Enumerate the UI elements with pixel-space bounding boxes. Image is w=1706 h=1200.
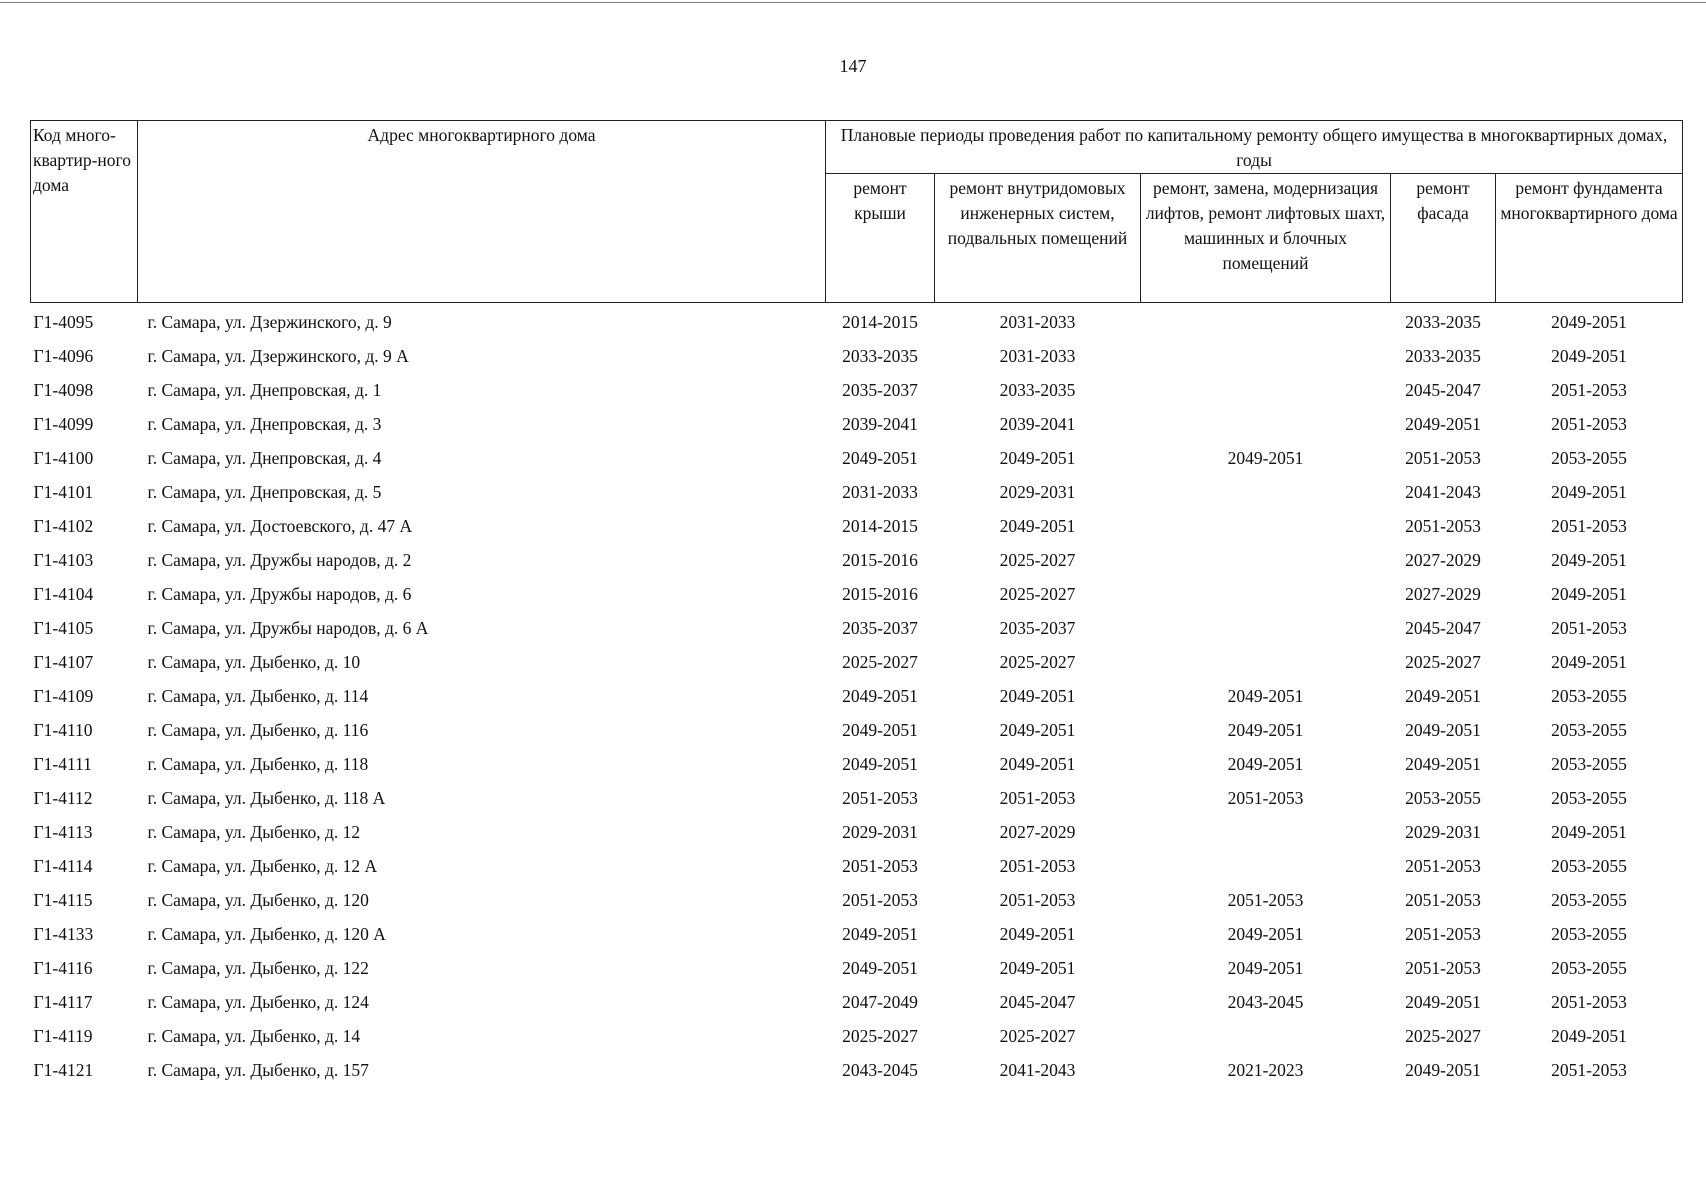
cell-roof: 2049-2051 <box>842 686 918 706</box>
cell-facade: 2025-2027 <box>1405 652 1481 672</box>
cell-foundation: 2051-2053 <box>1551 380 1627 400</box>
cell-engineering: 2049-2051 <box>999 686 1076 706</box>
cell-address: г. Самара, ул. Дыбенко, д. 114 <box>147 686 369 706</box>
cell-lifts: 2049-2051 <box>1227 686 1304 706</box>
cell-lifts <box>1141 407 1391 441</box>
cell-address: г. Самара, ул. Дыбенко, д. 12 А <box>147 856 378 876</box>
cell-facade: 2027-2029 <box>1405 584 1481 604</box>
cell-facade: 2041-2043 <box>1405 482 1481 502</box>
cell-roof: 2043-2045 <box>842 1060 918 1080</box>
cell-roof: 2025-2027 <box>842 1026 918 1046</box>
table-row <box>31 951 1683 985</box>
table-row <box>31 339 1683 373</box>
cell-address: г. Самара, ул. Дыбенко, д. 118 <box>147 754 369 774</box>
cell-code: Г1-4095 <box>33 312 94 332</box>
cell-address: г. Самара, ул. Дзержинского, д. 9 <box>147 312 392 332</box>
cell-code: Г1-4111 <box>33 754 92 774</box>
cell-roof: 2051-2053 <box>842 890 918 910</box>
table-row <box>31 373 1683 407</box>
cell-roof: 2049-2051 <box>842 754 918 774</box>
cell-lifts <box>1141 645 1391 679</box>
cell-facade: 2045-2047 <box>1405 618 1481 638</box>
table-row <box>31 883 1683 917</box>
cell-lifts: 2049-2051 <box>1227 754 1304 774</box>
cell-code: Г1-4119 <box>33 1026 93 1046</box>
cell-engineering: 2025-2027 <box>999 584 1076 604</box>
cell-address: г. Самара, ул. Дыбенко, д. 14 <box>147 1026 361 1046</box>
cell-engineering: 2039-2041 <box>999 414 1076 434</box>
cell-lifts <box>1141 543 1391 577</box>
cell-engineering: 2027-2029 <box>999 822 1076 842</box>
table-row <box>31 543 1683 577</box>
cell-code: Г1-4113 <box>33 822 93 842</box>
cell-foundation: 2053-2055 <box>1551 448 1627 468</box>
cell-code: Г1-4110 <box>33 720 93 740</box>
capital-repair-table-container <box>30 120 1682 1087</box>
cell-foundation: 2053-2055 <box>1551 788 1627 808</box>
cell-facade: 2051-2053 <box>1405 890 1481 910</box>
table-row <box>31 985 1683 1019</box>
cell-roof: 2035-2037 <box>842 618 918 638</box>
cell-lifts <box>1141 611 1391 645</box>
cell-foundation: 2049-2051 <box>1551 584 1627 604</box>
cell-engineering: 2031-2033 <box>999 312 1076 332</box>
cell-lifts: 2049-2051 <box>1227 958 1304 978</box>
header-facade: ремонт фасада <box>1391 174 1496 303</box>
cell-lifts <box>1141 373 1391 407</box>
cell-facade: 2029-2031 <box>1405 822 1481 842</box>
cell-lifts: 2049-2051 <box>1227 720 1304 740</box>
cell-code: Г1-4096 <box>33 346 94 366</box>
cell-lifts <box>1141 577 1391 611</box>
cell-engineering: 2029-2031 <box>999 482 1076 502</box>
cell-facade: 2053-2055 <box>1405 788 1481 808</box>
cell-foundation: 2053-2055 <box>1551 958 1627 978</box>
cell-address: г. Самара, ул. Дыбенко, д. 118 А <box>147 788 386 808</box>
cell-facade: 2049-2051 <box>1405 1060 1481 1080</box>
cell-foundation: 2049-2051 <box>1551 652 1627 672</box>
cell-code: Г1-4114 <box>33 856 93 876</box>
cell-engineering: 2045-2047 <box>999 992 1076 1012</box>
cell-roof: 2049-2051 <box>842 924 918 944</box>
cell-code: Г1-4099 <box>33 414 94 434</box>
table-row <box>31 577 1683 611</box>
cell-facade: 2033-2035 <box>1405 312 1481 332</box>
cell-foundation: 2053-2055 <box>1551 856 1627 876</box>
cell-roof: 2049-2051 <box>842 720 918 740</box>
cell-facade: 2049-2051 <box>1405 720 1481 740</box>
cell-address: г. Самара, ул. Днепровская, д. 3 <box>147 414 382 434</box>
cell-engineering: 2051-2053 <box>999 788 1076 808</box>
cell-facade: 2033-2035 <box>1405 346 1481 366</box>
cell-foundation: 2051-2053 <box>1551 1060 1627 1080</box>
table-row <box>31 645 1683 679</box>
cell-code: Г1-4116 <box>33 958 93 978</box>
cell-address: г. Самара, ул. Дружбы народов, д. 6 <box>147 584 412 604</box>
cell-code: Г1-4101 <box>33 482 94 502</box>
cell-foundation: 2049-2051 <box>1551 550 1627 570</box>
cell-code: Г1-4104 <box>33 584 94 604</box>
cell-code: Г1-4102 <box>33 516 94 536</box>
cell-lifts <box>1141 1019 1391 1053</box>
cell-address: г. Самара, ул. Дыбенко, д. 12 <box>147 822 361 842</box>
header-engineering: ремонт внутридомовых инженерных систем, подвальных помещений <box>935 174 1141 303</box>
cell-lifts <box>1141 509 1391 543</box>
table-row <box>31 407 1683 441</box>
cell-roof: 2051-2053 <box>842 788 918 808</box>
cell-code: Г1-4117 <box>33 992 93 1012</box>
header-roof: ремонт крыши <box>826 174 935 303</box>
cell-lifts: 2051-2053 <box>1227 788 1304 808</box>
cell-facade: 2051-2053 <box>1405 958 1481 978</box>
cell-foundation: 2053-2055 <box>1551 924 1627 944</box>
cell-roof: 2051-2053 <box>842 856 918 876</box>
cell-roof: 2014-2015 <box>842 312 918 332</box>
header-planned-periods: Плановые периоды проведения работ по капитальному ремонту общего имущества в многоквартирных домах, годы <box>826 121 1683 174</box>
cell-roof: 2015-2016 <box>842 550 918 570</box>
cell-roof: 2031-2033 <box>842 482 918 502</box>
cell-foundation: 2053-2055 <box>1551 754 1627 774</box>
cell-address: г. Самара, ул. Днепровская, д. 4 <box>147 448 382 468</box>
table-body <box>31 303 1683 1088</box>
header-code: Код много-квартир-ного дома <box>31 121 138 303</box>
cell-engineering: 2031-2033 <box>999 346 1076 366</box>
cell-foundation: 2053-2055 <box>1551 686 1627 706</box>
cell-address: г. Самара, ул. Дыбенко, д. 124 <box>147 992 369 1012</box>
table-row <box>31 509 1683 543</box>
cell-code: Г1-4105 <box>33 618 94 638</box>
table-row <box>31 475 1683 509</box>
cell-foundation: 2049-2051 <box>1551 482 1627 502</box>
cell-address: г. Самара, ул. Дыбенко, д. 116 <box>147 720 369 740</box>
cell-roof: 2014-2015 <box>842 516 918 536</box>
cell-facade: 2045-2047 <box>1405 380 1481 400</box>
header-address: Адрес многоквартирного дома <box>138 121 826 303</box>
table-header <box>31 121 1683 303</box>
cell-foundation: 2049-2051 <box>1551 346 1627 366</box>
cell-lifts: 2049-2051 <box>1227 448 1304 468</box>
table-row <box>31 781 1683 815</box>
cell-roof: 2029-2031 <box>842 822 918 842</box>
cell-address: г. Самара, ул. Дыбенко, д. 120 А <box>147 924 386 944</box>
cell-engineering: 2051-2053 <box>999 890 1076 910</box>
table-row <box>31 917 1683 951</box>
cell-engineering: 2035-2037 <box>999 618 1076 638</box>
cell-facade: 2051-2053 <box>1405 856 1481 876</box>
cell-code: Г1-4109 <box>33 686 94 706</box>
cell-code: Г1-4121 <box>33 1060 94 1080</box>
cell-engineering: 2049-2051 <box>999 448 1076 468</box>
cell-engineering: 2025-2027 <box>999 1026 1076 1046</box>
cell-engineering: 2025-2027 <box>999 652 1076 672</box>
cell-foundation: 2051-2053 <box>1551 992 1627 1012</box>
cell-address: г. Самара, ул. Дзержинского, д. 9 А <box>147 346 409 366</box>
cell-code: Г1-4112 <box>33 788 93 808</box>
cell-foundation: 2049-2051 <box>1551 312 1627 332</box>
cell-code: Г1-4100 <box>33 448 94 468</box>
cell-address: г. Самара, ул. Дружбы народов, д. 6 А <box>147 618 429 638</box>
cell-facade: 2051-2053 <box>1405 448 1481 468</box>
table-row <box>31 1053 1683 1087</box>
cell-engineering: 2041-2043 <box>999 1060 1076 1080</box>
cell-facade: 2051-2053 <box>1405 924 1481 944</box>
cell-code: Г1-4115 <box>33 890 93 910</box>
cell-foundation: 2053-2055 <box>1551 720 1627 740</box>
header-lifts: ремонт, замена, модернизация лифтов, ремонт лифтовых шахт, машинных и блочных помещений <box>1141 174 1391 303</box>
cell-roof: 2049-2051 <box>842 448 918 468</box>
cell-roof: 2035-2037 <box>842 380 918 400</box>
cell-foundation: 2051-2053 <box>1551 516 1627 536</box>
cell-lifts: 2021-2023 <box>1227 1060 1304 1080</box>
table-row <box>31 815 1683 849</box>
cell-code: Г1-4098 <box>33 380 94 400</box>
cell-foundation: 2049-2051 <box>1551 822 1627 842</box>
cell-lifts <box>1141 339 1391 373</box>
cell-roof: 2033-2035 <box>842 346 918 366</box>
cell-facade: 2049-2051 <box>1405 754 1481 774</box>
cell-engineering: 2025-2027 <box>999 550 1076 570</box>
cell-code: Г1-4107 <box>33 652 94 672</box>
page-number: 147 <box>839 56 867 76</box>
cell-code: Г1-4133 <box>33 924 94 944</box>
cell-engineering: 2049-2051 <box>999 754 1076 774</box>
cell-roof: 2025-2027 <box>842 652 918 672</box>
cell-facade: 2049-2051 <box>1405 414 1481 434</box>
cell-facade: 2027-2029 <box>1405 550 1481 570</box>
table-row <box>31 849 1683 883</box>
cell-address: г. Самара, ул. Дыбенко, д. 120 <box>147 890 369 910</box>
cell-address: г. Самара, ул. Дружбы народов, д. 2 <box>147 550 412 570</box>
cell-address: г. Самара, ул. Дыбенко, д. 10 <box>147 652 361 672</box>
table-row <box>31 1019 1683 1053</box>
cell-lifts <box>1141 475 1391 509</box>
cell-facade: 2025-2027 <box>1405 1026 1481 1046</box>
header-foundation: ремонт фундамента многоквартирного дома <box>1496 174 1683 303</box>
table-row <box>31 441 1683 475</box>
cell-address: г. Самара, ул. Дыбенко, д. 157 <box>147 1060 369 1080</box>
table-row <box>31 679 1683 713</box>
cell-roof: 2049-2051 <box>842 958 918 978</box>
cell-facade: 2049-2051 <box>1405 992 1481 1012</box>
table-row <box>31 713 1683 747</box>
cell-engineering: 2033-2035 <box>999 380 1076 400</box>
table-row <box>31 611 1683 645</box>
cell-address: г. Самара, ул. Дыбенко, д. 122 <box>147 958 369 978</box>
table-row <box>31 303 1683 340</box>
cell-foundation: 2049-2051 <box>1551 1026 1627 1046</box>
cell-facade: 2051-2053 <box>1405 516 1481 536</box>
cell-lifts: 2051-2053 <box>1227 890 1304 910</box>
cell-roof: 2047-2049 <box>842 992 918 1012</box>
cell-engineering: 2049-2051 <box>999 924 1076 944</box>
cell-address: г. Самара, ул. Достоевского, д. 47 А <box>147 516 413 536</box>
cell-engineering: 2049-2051 <box>999 720 1076 740</box>
cell-foundation: 2053-2055 <box>1551 890 1627 910</box>
cell-lifts <box>1141 303 1391 340</box>
cell-code: Г1-4103 <box>33 550 94 570</box>
table-row <box>31 747 1683 781</box>
cell-engineering: 2051-2053 <box>999 856 1076 876</box>
cell-facade: 2049-2051 <box>1405 686 1481 706</box>
cell-foundation: 2051-2053 <box>1551 618 1627 638</box>
capital-repair-table <box>30 120 1683 1087</box>
top-rule <box>0 2 1706 3</box>
cell-engineering: 2049-2051 <box>999 958 1076 978</box>
cell-engineering: 2049-2051 <box>999 516 1076 536</box>
cell-roof: 2015-2016 <box>842 584 918 604</box>
cell-address: г. Самара, ул. Днепровская, д. 5 <box>147 482 382 502</box>
cell-address: г. Самара, ул. Днепровская, д. 1 <box>147 380 382 400</box>
cell-lifts <box>1141 849 1391 883</box>
cell-foundation: 2051-2053 <box>1551 414 1627 434</box>
cell-lifts: 2043-2045 <box>1227 992 1304 1012</box>
cell-roof: 2039-2041 <box>842 414 918 434</box>
cell-lifts: 2049-2051 <box>1227 924 1304 944</box>
cell-lifts <box>1141 815 1391 849</box>
